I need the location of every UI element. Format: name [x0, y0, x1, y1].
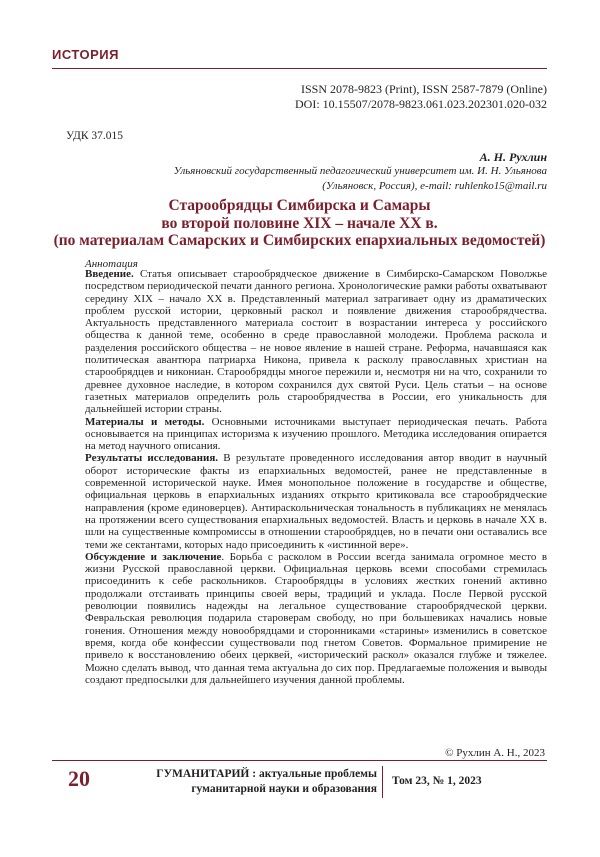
- journal-line-2: гуманитарной науки и образования: [191, 783, 377, 795]
- issn-line: ISSN 2078-9823 (Print), ISSN 2587-7879 (Online): [301, 82, 547, 96]
- abstract-discussion: [85, 551, 547, 686]
- journal-line-1: ГУМАНИТАРИЙ : актуальные проблемы: [156, 768, 377, 780]
- title-line-1: Старообрядцы Симбирска и Самары: [168, 197, 431, 214]
- abstract-body: [85, 268, 547, 686]
- footer-divider: [382, 766, 383, 798]
- affiliation: [127, 164, 547, 193]
- footer-rule: [52, 760, 547, 761]
- article-title: [52, 197, 547, 250]
- abstract-methods: [85, 416, 547, 453]
- results-text: В результате проведенного исследования автор вводит в научный оборот исторические факты из епархиальных ведомостей, ранее не представленные в современной исторической науке. Имея монопольное положение в государстве и обществе, официальная церковь в епархиальных изданиях открыто критиковала все старообрядческие направления (кроме единоверцев). Антираскольническая тональность в публикациях не менялась на протяжении всего существования епархиальных ведомостей. Власть и церковь в начале XX в. шли на существенные компромиссы в отношении старообрядцев, но в печати они оставались все теми же сектантами, которых надо присоединить к «истинной вере».: [85, 452, 548, 551]
- abstract-results: [85, 452, 547, 550]
- methods-heading: Материалы и методы.: [85, 415, 205, 428]
- doi-line: DOI: 10.15507/2078-9823.061.023.202301.020-032: [295, 97, 547, 111]
- copyright-notice: © Рухлин А. Н., 2023: [445, 747, 545, 759]
- section-heading: ИСТОРИЯ: [52, 47, 119, 62]
- methods-text: Основными источниками выступает периодическая печать. Работа основывается на принципах историзма к изучению прошлого. Методика исследования опирается на метод научного описания.: [85, 415, 548, 453]
- udk-code: УДК 37.015: [66, 130, 123, 142]
- title-line-3: (по материалам Самарских и Симбирских епархиальных ведомостей): [53, 232, 546, 249]
- page-number: 20: [68, 766, 90, 791]
- discussion-heading: Обсуждение и заключение: [85, 550, 222, 563]
- affiliation-line-2: (Ульяновск, Россия), e-mail: ruhlenko15@mail.ru: [322, 179, 547, 192]
- volume-issue: Том 23, № 1, 2023: [392, 775, 482, 787]
- affiliation-line-1: Ульяновский государственный педагогический университет им. И. Н. Ульянова: [173, 165, 547, 177]
- abstract-label: Аннотация: [85, 258, 138, 270]
- title-line-2: во второй половине XIX – начале XX в.: [161, 214, 438, 232]
- identifiers-block: [295, 82, 547, 112]
- results-heading: Результаты исследования.: [85, 452, 219, 465]
- discussion-text: . Борьба с расколом в России всегда занимала огромное место в жизни Русской православной церкви. Официальная церковь всеми способами стремилась присоединить к себе раскольников. Старообрядцы в условиях жестких гонений активно продолжали отстаивать принципы своей веры, традиций и уклада. После Первой русской революции появились надежды на легальное существование старообрядческой церкви. Февральская революция подарила староверам свободу, но при большевиках начались новые гонения. Отношения между новообрядцами и сторонниками «старины» изменились в советское время, когда обе конфессии существовали под гнетом Советов. Формальное примирение не привело к восстановлению обеих церквей, «исторический раскол» оказался глубже и тяжелее. Можно сделать вывод, что данная тема актуальна до сих пор. Предлагаемые положения и выводы создают предпосылки для дальнейшего изучения данной проблемы.: [85, 550, 548, 686]
- introduction-text: Статья описывает старообрядческое движение в Симбирско-Самарском Поволжье посредством периодической печати данного региона. Хронологические рамки работы охватывают середину XIX – начало XX в. Представленный материал затрагивает одну из драматических проблем русской истории, церковный раскол и появление движения старообрядчества. Актуальность представленного материала состоит в возрастании интереса у российского общества к данной теме, особенно в среде православной молодежи. Проблема раскола и разделения российского общества – не новое явление в нашей стране. Реформа, начавшаяся как политическая авантюра патриарха Никона, привела к расколу православных христиан на старообрядцев и никониан. Старообрядцы многое пережили и, несмотря ни на что, сохранили то древнее духовное наследие, в котором сохранился дух святой Руси. Цель статьи – на основе газетных материалов определить роль старообрядчества в России, его уникальность для дальнейшей истории страны.: [85, 268, 547, 416]
- abstract-introduction: [85, 268, 547, 416]
- introduction-heading: Введение.: [85, 268, 134, 280]
- author-name: А. Н. Рухлин: [479, 150, 547, 164]
- journal-name: [142, 767, 377, 797]
- header-rule: [52, 68, 547, 69]
